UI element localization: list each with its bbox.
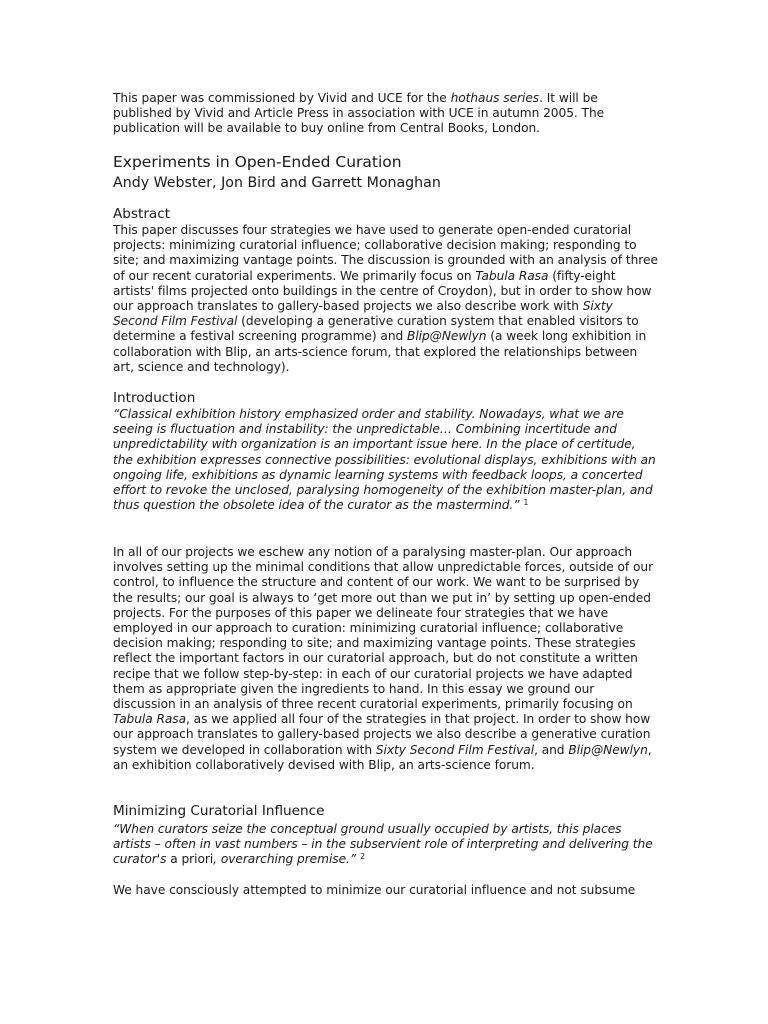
introduction-quote	[113, 407, 658, 513]
abstract-text-3: (developing a generative curation system that enabled visitors to determine a festival screening programme) and	[113, 314, 639, 344]
work-title-blip-newlyn: Blip@Newlyn	[407, 329, 487, 344]
intro-text-2: , as we applied all four of the strategies in that project. In order to show how our approach translates to gallery-based projects we also describe a generative curation system we developed in collaboration with	[113, 712, 651, 757]
work-title-tabula-rasa: Tabula Rasa	[475, 268, 549, 283]
work-title-sixty-second: Sixty Second Film Festival	[375, 742, 535, 757]
intro-text-3: , and	[534, 742, 569, 757]
abstract-text-2: (fifty-eight artists' films projected onto buildings in the centre of Croydon), but in order to show how our approach translates to gallery-based projects we also describe work with	[113, 268, 652, 314]
notice-text: This paper was commissioned by Vivid and UCE for the	[113, 91, 451, 105]
intro-quote-text: “Classical exhibition history emphasized order and stability. Nowadays, what we are seeing is fluctuation and instability: the unpredictable… Combining incertitude and unpredictability with organization is an important issue here. In the place of certitude, the exhibition expresses connective possibilities: evolutional displays, exhibitions with an ongoing life, exhibitions as dynamic learning systems with feedback loops, a concerted effort to revoke the unclosed, paralysing homogeneity of the exhibition master-plan, and thus question the obsolete idea of the curator as the mastermind.”	[113, 407, 656, 513]
minimizing-body: We have consciously attempted to minimize our curatorial influence and not subsume	[113, 883, 636, 897]
intro-text-4: , an exhibition collaboratively devised with Blip, an arts-science forum.	[113, 742, 652, 772]
abstract-body	[113, 223, 658, 375]
a-priori-term: a priori	[170, 852, 214, 867]
work-title-blip-newlyn: Blip@Newlyn	[568, 742, 648, 757]
footnote-marker: 2	[359, 852, 365, 862]
introduction-heading: Introduction	[113, 390, 196, 406]
min-quote-text: “When curators seize the conceptual ground usually occupied by artists, this places artists – often in vast numbers – in the subservient role of interpreting and delivering the curator's	[113, 822, 653, 867]
paper-title: Experiments in Open-Ended Curation	[113, 153, 402, 171]
intro-text-1: In all of our projects we eschew any notion of a paralysing master-plan. Our approach involves setting up the minimal conditions that allow unpredictable forces, outside of our control, to influence the structure and content of our work. We want to be surprised by the results; our goal is always to ‘get more out than we put in’ by setting up open-ended projects. For the purposes of this paper we delineate four strategies that we have employed in our approach to curation: minimizing curatorial influence; collaborative decision making; responding to site; and maximizing vantage points. These strategies reflect the important factors in our curatorial approach, but do not constitute a written recipe that we follow step-by-step: in each of our curatorial projects we have adapted them as appropriate given the ingredients to hand. In this essay we ground our discussion in an analysis of three recent curatorial experiments, primarily focusing on	[113, 545, 654, 712]
publication-notice	[113, 91, 658, 137]
abstract-text-4: (a week long exhibition in collaboration with Blip, an arts-science forum, that explored the relationships between art, science and technology).	[113, 329, 647, 374]
work-title-tabula-rasa: Tabula Rasa	[113, 712, 187, 727]
series-name: hothaus series	[450, 91, 540, 105]
minimizing-quote	[113, 822, 658, 868]
min-quote-text-end: , overarching premise.”	[213, 852, 360, 867]
abstract-text-1: This paper discusses four strategies we have used to generate open-ended curatorial projects: minimizing curatorial influence; collaborative decision making; responding to site; and maximizing vantage points. The discussion is grounded with an analysis of three of our recent curatorial experiments. We primarily focus on	[113, 223, 658, 283]
footnote-marker: 1	[523, 498, 529, 508]
minimizing-heading: Minimizing Curatorial Influence	[113, 803, 325, 819]
paper-authors: Andy Webster, Jon Bird and Garrett Monaghan	[113, 175, 441, 191]
notice-text-cont: . It will be published by Vivid and Article Press in association with UCE in autumn 2005. The publication will be available to buy online from Central Books, London.	[113, 91, 605, 136]
abstract-heading: Abstract	[113, 206, 171, 222]
work-title-sixty-second: Sixty Second Film Festival	[113, 299, 613, 329]
introduction-body	[113, 545, 658, 773]
